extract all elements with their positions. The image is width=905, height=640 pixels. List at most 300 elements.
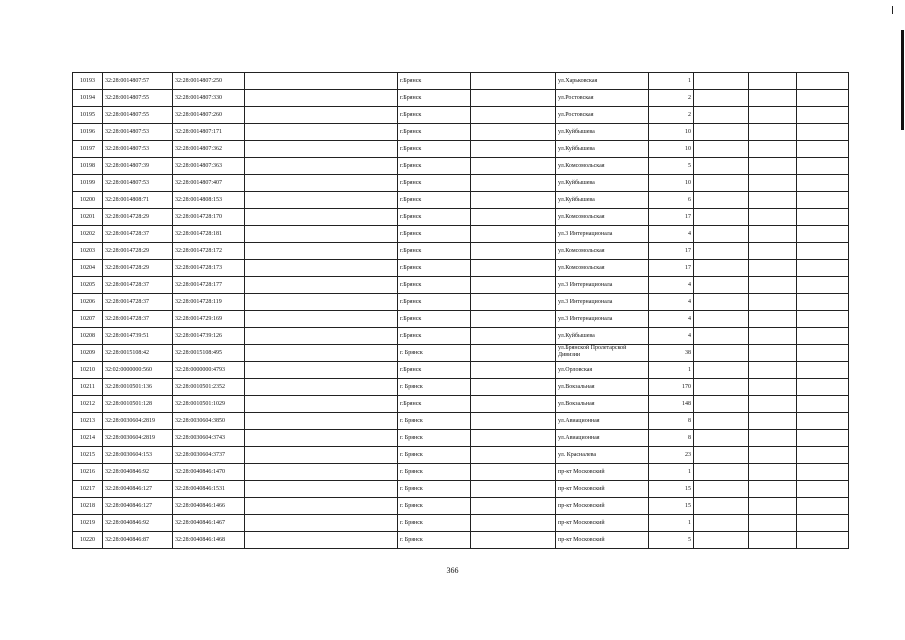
row-number-cell: 10201 (73, 209, 103, 226)
table-row (73, 379, 849, 396)
empty-cell (245, 345, 398, 362)
street-cell: пр-кт Московский (556, 498, 649, 515)
quantity-cell: 8 (649, 430, 694, 447)
row-number-cell: 10220 (73, 532, 103, 549)
empty-cell (245, 481, 398, 498)
empty-cell (245, 464, 398, 481)
empty-cell (694, 345, 749, 362)
table-row (73, 396, 849, 413)
cadastral-number-cell: 32:28:0014728:177 (173, 277, 245, 294)
empty-cell (749, 430, 797, 447)
street-cell: пр-кт Московский (556, 464, 649, 481)
empty-cell (471, 226, 556, 243)
cadastral-number-cell: 32:02:0000000:560 (103, 362, 173, 379)
empty-cell (749, 107, 797, 124)
empty-cell (797, 294, 849, 311)
empty-cell (245, 158, 398, 175)
empty-cell (471, 141, 556, 158)
city-cell: г.Брянск (398, 362, 471, 379)
empty-cell (471, 447, 556, 464)
empty-cell (471, 294, 556, 311)
empty-cell (694, 464, 749, 481)
cadastral-number-cell: 32:28:0014728:29 (103, 209, 173, 226)
empty-cell (749, 175, 797, 192)
empty-cell (245, 226, 398, 243)
empty-cell (245, 175, 398, 192)
city-cell: г.Брянск (398, 328, 471, 345)
empty-cell (471, 175, 556, 192)
quantity-cell: 17 (649, 243, 694, 260)
empty-cell (749, 379, 797, 396)
cadastral-number-cell: 32:28:0010501:128 (103, 396, 173, 413)
empty-cell (749, 260, 797, 277)
street-cell: ул.Харьковская (556, 73, 649, 90)
empty-cell (245, 498, 398, 515)
cadastral-number-cell: 32:28:0014808:153 (173, 192, 245, 209)
empty-cell (245, 73, 398, 90)
empty-cell (694, 498, 749, 515)
cadastral-number-cell: 32:28:0014728:173 (173, 260, 245, 277)
empty-cell (694, 413, 749, 430)
city-cell: г.Брянск (398, 175, 471, 192)
city-cell: г.Брянск (398, 260, 471, 277)
empty-cell (471, 532, 556, 549)
row-number-cell: 10194 (73, 90, 103, 107)
table-row (73, 294, 849, 311)
street-cell: ул.3 Интернационала (556, 277, 649, 294)
table-row (73, 447, 849, 464)
cadastral-number-cell: 32:28:0040846:127 (103, 498, 173, 515)
cadastral-number-cell: 32:28:0014807:39 (103, 158, 173, 175)
cadastral-number-cell: 32:28:0030604:2819 (103, 413, 173, 430)
empty-cell (797, 243, 849, 260)
quantity-cell: 4 (649, 277, 694, 294)
empty-cell (749, 73, 797, 90)
quantity-cell: 2 (649, 90, 694, 107)
quantity-cell: 5 (649, 158, 694, 175)
cadastral-number-cell: 32:28:0010501:1029 (173, 396, 245, 413)
cadastral-number-cell: 32:28:0014807:250 (173, 73, 245, 90)
cadastral-number-cell: 32:28:0040846:1470 (173, 464, 245, 481)
cadastral-number-cell: 32:28:0014807:55 (103, 90, 173, 107)
table-row (73, 192, 849, 209)
row-number-cell: 10203 (73, 243, 103, 260)
empty-cell (749, 413, 797, 430)
empty-cell (245, 532, 398, 549)
table-row (73, 90, 849, 107)
cadastral-number-cell: 32:28:0030604:3743 (173, 430, 245, 447)
row-number-cell: 10198 (73, 158, 103, 175)
cadastral-number-cell: 32:28:0014728:172 (173, 243, 245, 260)
row-number-cell: 10212 (73, 396, 103, 413)
table-row (73, 413, 849, 430)
quantity-cell: 15 (649, 498, 694, 515)
street-cell: пр-кт Московский (556, 515, 649, 532)
street-cell: ул.Авиационная (556, 413, 649, 430)
empty-cell (749, 515, 797, 532)
empty-cell (245, 328, 398, 345)
quantity-cell: 4 (649, 328, 694, 345)
empty-cell (245, 192, 398, 209)
empty-cell (245, 447, 398, 464)
empty-cell (471, 362, 556, 379)
cadastral-number-cell: 32:28:0040846:1531 (173, 481, 245, 498)
cadastral-number-cell: 32:28:0000000:4793 (173, 362, 245, 379)
row-number-cell: 10218 (73, 498, 103, 515)
cadastral-number-cell: 32:28:0014807:57 (103, 73, 173, 90)
row-number-cell: 10211 (73, 379, 103, 396)
city-cell: г.Брянск (398, 396, 471, 413)
empty-cell (797, 345, 849, 362)
empty-cell (245, 430, 398, 447)
street-cell: ул.Ростовская (556, 90, 649, 107)
row-number-cell: 10206 (73, 294, 103, 311)
empty-cell (245, 260, 398, 277)
empty-cell (471, 413, 556, 430)
cadastral-number-cell: 32:28:0040846:127 (103, 481, 173, 498)
city-cell: г.Брянск (398, 226, 471, 243)
street-cell: ул.Вокзальная (556, 396, 649, 413)
row-number-cell: 10219 (73, 515, 103, 532)
table-row (73, 141, 849, 158)
table-row (73, 532, 849, 549)
empty-cell (471, 430, 556, 447)
city-cell: г. Брянск (398, 532, 471, 549)
empty-cell (471, 328, 556, 345)
cadastral-number-cell: 32:28:0015108:42 (103, 345, 173, 362)
empty-cell (471, 379, 556, 396)
empty-cell (471, 158, 556, 175)
city-cell: г.Брянск (398, 90, 471, 107)
empty-cell (694, 277, 749, 294)
empty-cell (694, 226, 749, 243)
empty-cell (797, 277, 849, 294)
cadastral-number-cell: 32:28:0040846:1466 (173, 498, 245, 515)
empty-cell (694, 362, 749, 379)
row-number-cell: 10215 (73, 447, 103, 464)
table-row (73, 464, 849, 481)
empty-cell (471, 90, 556, 107)
cadastral-number-cell: 32:28:0014728:181 (173, 226, 245, 243)
cadastral-number-cell: 32:28:0014807:362 (173, 141, 245, 158)
cadastral-number-cell: 32:28:0014807:330 (173, 90, 245, 107)
empty-cell (471, 260, 556, 277)
empty-cell (749, 209, 797, 226)
row-number-cell: 10195 (73, 107, 103, 124)
empty-cell (797, 464, 849, 481)
empty-cell (471, 481, 556, 498)
empty-cell (245, 243, 398, 260)
margin-bar (901, 30, 904, 130)
street-cell: ул.Брянской Пролетарской Дивизии (556, 345, 649, 362)
empty-cell (797, 362, 849, 379)
table-row (73, 243, 849, 260)
cadastral-number-cell: 32:28:0014728:37 (103, 311, 173, 328)
table-row (73, 124, 849, 141)
street-cell: ул.Комсомольская (556, 158, 649, 175)
city-cell: г. Брянск (398, 498, 471, 515)
city-cell: г.Брянск (398, 277, 471, 294)
empty-cell (797, 328, 849, 345)
cadastral-number-cell: 32:28:0014728:29 (103, 243, 173, 260)
table-row (73, 175, 849, 192)
empty-cell (245, 124, 398, 141)
cadastral-number-cell: 32:28:0040846:92 (103, 515, 173, 532)
cadastral-number-cell: 32:28:0015108:495 (173, 345, 245, 362)
street-cell: ул.Авиационная (556, 430, 649, 447)
empty-cell (245, 311, 398, 328)
empty-cell (797, 311, 849, 328)
quantity-cell: 1 (649, 362, 694, 379)
row-number-cell: 10196 (73, 124, 103, 141)
empty-cell (797, 413, 849, 430)
empty-cell (749, 141, 797, 158)
table-row (73, 328, 849, 345)
cadastral-number-cell: 32:28:0014807:407 (173, 175, 245, 192)
quantity-cell: 170 (649, 379, 694, 396)
empty-cell (749, 328, 797, 345)
empty-cell (749, 447, 797, 464)
cadastral-number-cell: 32:28:0014807:53 (103, 141, 173, 158)
empty-cell (797, 73, 849, 90)
empty-cell (797, 124, 849, 141)
row-number-cell: 10197 (73, 141, 103, 158)
empty-cell (471, 277, 556, 294)
empty-cell (245, 277, 398, 294)
empty-cell (694, 430, 749, 447)
cadastral-number-cell: 32:28:0014807:55 (103, 107, 173, 124)
empty-cell (749, 481, 797, 498)
row-number-cell: 10210 (73, 362, 103, 379)
empty-cell (245, 209, 398, 226)
cadastral-number-cell: 32:28:0014728:29 (103, 260, 173, 277)
street-cell: пр-кт Московский (556, 532, 649, 549)
row-number-cell: 10214 (73, 430, 103, 447)
empty-cell (694, 396, 749, 413)
empty-cell (797, 90, 849, 107)
empty-cell (245, 141, 398, 158)
cadastral-number-cell: 32:28:0010501:136 (103, 379, 173, 396)
empty-cell (245, 107, 398, 124)
street-cell: ул.Ростовская (556, 107, 649, 124)
empty-cell (471, 498, 556, 515)
city-cell: г.Брянск (398, 124, 471, 141)
quantity-cell: 6 (649, 192, 694, 209)
quantity-cell: 1 (649, 515, 694, 532)
quantity-cell: 10 (649, 124, 694, 141)
city-cell: г.Брянск (398, 294, 471, 311)
empty-cell (749, 226, 797, 243)
empty-cell (749, 464, 797, 481)
city-cell: г. Брянск (398, 379, 471, 396)
empty-cell (797, 158, 849, 175)
empty-cell (245, 379, 398, 396)
empty-cell (245, 396, 398, 413)
empty-cell (471, 464, 556, 481)
empty-cell (694, 447, 749, 464)
cadastral-number-cell: 32:28:0014739:51 (103, 328, 173, 345)
empty-cell (245, 413, 398, 430)
row-number-cell: 10209 (73, 345, 103, 362)
quantity-cell: 4 (649, 311, 694, 328)
page-number: 366 (446, 566, 459, 575)
empty-cell (749, 396, 797, 413)
street-cell: ул.Комсомольская (556, 260, 649, 277)
table-body (73, 73, 849, 549)
quantity-cell: 1 (649, 464, 694, 481)
empty-cell (471, 311, 556, 328)
quantity-cell: 17 (649, 209, 694, 226)
table-row (73, 277, 849, 294)
empty-cell (797, 209, 849, 226)
table-row (73, 209, 849, 226)
row-number-cell: 10202 (73, 226, 103, 243)
cadastral-number-cell: 32:28:0014729:169 (173, 311, 245, 328)
street-cell: ул.Вокзальная (556, 379, 649, 396)
row-number-cell: 10200 (73, 192, 103, 209)
empty-cell (797, 515, 849, 532)
empty-cell (471, 243, 556, 260)
street-cell: ул.3 Интернационала (556, 311, 649, 328)
empty-cell (694, 481, 749, 498)
city-cell: г.Брянск (398, 158, 471, 175)
street-cell: ул. Красналева (556, 447, 649, 464)
cadastral-number-cell: 32:28:0030604:2819 (103, 430, 173, 447)
empty-cell (797, 481, 849, 498)
street-cell: ул.Комсомольская (556, 243, 649, 260)
row-number-cell: 10213 (73, 413, 103, 430)
city-cell: г.Брянск (398, 209, 471, 226)
cadastral-number-cell: 32:28:0030604:3850 (173, 413, 245, 430)
empty-cell (694, 379, 749, 396)
empty-cell (749, 498, 797, 515)
table-row (73, 345, 849, 362)
empty-cell (797, 260, 849, 277)
quantity-cell: 1 (649, 73, 694, 90)
city-cell: г.Брянск (398, 311, 471, 328)
empty-cell (245, 515, 398, 532)
empty-cell (797, 396, 849, 413)
table-row (73, 515, 849, 532)
quantity-cell: 15 (649, 481, 694, 498)
empty-cell (797, 447, 849, 464)
empty-cell (749, 243, 797, 260)
cadastral-number-cell: 32:28:0040846:92 (103, 464, 173, 481)
city-cell: г. Брянск (398, 430, 471, 447)
city-cell: г. Брянск (398, 413, 471, 430)
city-cell: г. Брянск (398, 515, 471, 532)
empty-cell (245, 294, 398, 311)
street-cell: ул.3 Интернационала (556, 294, 649, 311)
cadastral-number-cell: 32:28:0014728:119 (173, 294, 245, 311)
empty-cell (797, 141, 849, 158)
row-number-cell: 10199 (73, 175, 103, 192)
street-cell: ул.3 Интернационала (556, 226, 649, 243)
empty-cell (694, 260, 749, 277)
city-cell: г. Брянск (398, 447, 471, 464)
city-cell: г.Брянск (398, 243, 471, 260)
empty-cell (471, 192, 556, 209)
empty-cell (694, 294, 749, 311)
row-number-cell: 10193 (73, 73, 103, 90)
row-number-cell: 10204 (73, 260, 103, 277)
empty-cell (749, 311, 797, 328)
table-row (73, 107, 849, 124)
quantity-cell: 5 (649, 532, 694, 549)
empty-cell (694, 158, 749, 175)
empty-cell (797, 192, 849, 209)
empty-cell (749, 294, 797, 311)
empty-cell (471, 124, 556, 141)
cadastral-number-cell: 32:28:0014728:37 (103, 277, 173, 294)
empty-cell (694, 107, 749, 124)
cadastral-number-cell: 32:28:0030604:153 (103, 447, 173, 464)
registry-table (72, 72, 849, 549)
quantity-cell: 10 (649, 175, 694, 192)
cadastral-number-cell: 32:28:0010501:2352 (173, 379, 245, 396)
cadastral-number-cell: 32:28:0014807:260 (173, 107, 245, 124)
empty-cell (797, 226, 849, 243)
empty-cell (694, 90, 749, 107)
empty-cell (694, 328, 749, 345)
margin-mark (892, 6, 893, 14)
quantity-cell: 17 (649, 260, 694, 277)
table-row (73, 158, 849, 175)
quantity-cell: 38 (649, 345, 694, 362)
empty-cell (694, 73, 749, 90)
empty-cell (797, 175, 849, 192)
cadastral-number-cell: 32:28:0030604:3737 (173, 447, 245, 464)
table-row (73, 311, 849, 328)
quantity-cell: 4 (649, 294, 694, 311)
street-cell: ул.Куйбышева (556, 192, 649, 209)
empty-cell (471, 345, 556, 362)
empty-cell (749, 532, 797, 549)
quantity-cell: 8 (649, 413, 694, 430)
cadastral-number-cell: 32:28:0014728:170 (173, 209, 245, 226)
empty-cell (694, 175, 749, 192)
empty-cell (749, 277, 797, 294)
quantity-cell: 23 (649, 447, 694, 464)
row-number-cell: 10216 (73, 464, 103, 481)
cadastral-number-cell: 32:28:0014808:71 (103, 192, 173, 209)
empty-cell (749, 345, 797, 362)
cadastral-number-cell: 32:28:0014728:37 (103, 294, 173, 311)
table-row (73, 498, 849, 515)
city-cell: г.Брянск (398, 192, 471, 209)
row-number-cell: 10208 (73, 328, 103, 345)
empty-cell (471, 107, 556, 124)
cadastral-number-cell: 32:28:0014807:171 (173, 124, 245, 141)
empty-cell (749, 362, 797, 379)
city-cell: г. Брянск (398, 345, 471, 362)
empty-cell (694, 124, 749, 141)
cadastral-number-cell: 32:28:0040846:1467 (173, 515, 245, 532)
city-cell: г.Брянск (398, 107, 471, 124)
city-cell: г.Брянск (398, 73, 471, 90)
empty-cell (694, 243, 749, 260)
table-row (73, 481, 849, 498)
empty-cell (694, 311, 749, 328)
table-row (73, 73, 849, 90)
table-row (73, 226, 849, 243)
empty-cell (694, 532, 749, 549)
city-cell: г. Брянск (398, 481, 471, 498)
cadastral-number-cell: 32:28:0040846:87 (103, 532, 173, 549)
street-cell: пр-кт Московский (556, 481, 649, 498)
empty-cell (749, 158, 797, 175)
row-number-cell: 10217 (73, 481, 103, 498)
